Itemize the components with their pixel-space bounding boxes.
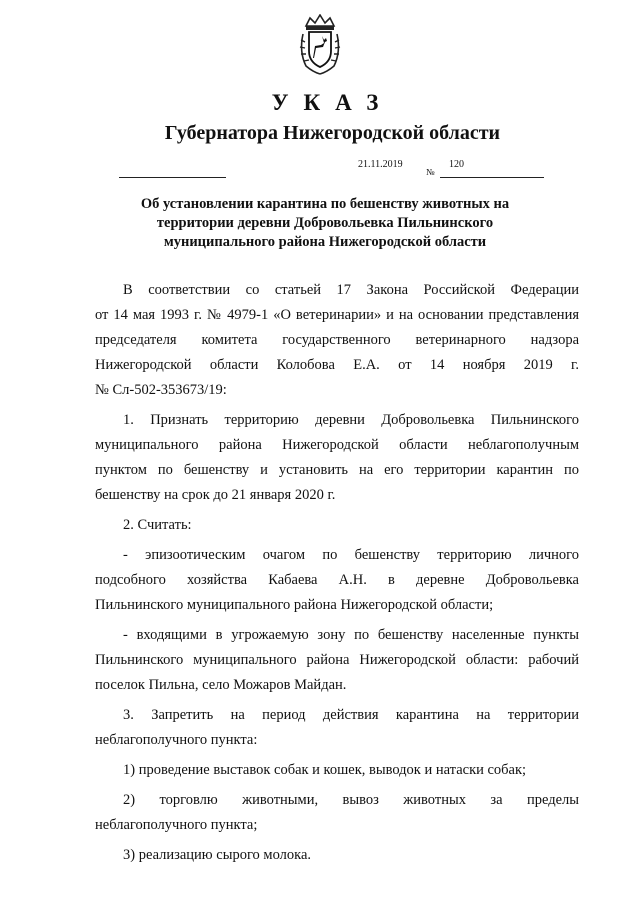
document-title-line: Об установлении карантина по бешенству животных на	[140, 196, 510, 212]
text-line: подсобного хозяйства Кабаева А.Н. в деревне Добровольевка	[95, 572, 579, 588]
clause-3	[95, 703, 579, 753]
clause-2-item-zone	[95, 623, 579, 698]
clause-2-item-focus	[95, 543, 579, 618]
number-sign: №	[426, 167, 435, 177]
clause-3-item-1	[95, 758, 579, 783]
text-line: пунктом по бешенству и установить на его территории карантин по	[95, 462, 579, 478]
text-line: 3. Запретить на период действия карантина на территории	[123, 707, 579, 723]
text-line: от 14 мая 1993 г. № 4979-1 «О ветеринарии» и на основании представления	[95, 307, 579, 323]
text-line: В соответствии со статьей 17 Закона Российской Федерации	[123, 282, 579, 298]
clause-2	[95, 513, 579, 538]
text-line: председателя комитета государственного ветеринарного надзора	[95, 332, 579, 348]
text-line: бешенству на срок до 21 января 2020 г.	[95, 487, 336, 503]
text-line: № Сл-502-353673/19:	[95, 382, 227, 398]
clause-3-item-2	[95, 788, 579, 838]
clause-1	[95, 408, 579, 508]
decree-heading: УКАЗ	[271, 90, 394, 115]
text-line: 2) торговлю животными, вывоз животных за пределы	[123, 792, 579, 808]
text-line: 1. Признать территорию деревни Добровольевка Пильнинского	[123, 412, 579, 428]
document-body	[95, 278, 579, 873]
number-underline	[440, 177, 544, 178]
document-title-line: муниципального района Нижегородской области	[163, 234, 487, 250]
text-line: Нижегородской области Колобова Е.А. от 14 ноября 2019 г.	[95, 357, 579, 373]
text-line: неблагополучного пункта;	[95, 817, 258, 833]
text-line: - эпизоотическим очагом по бешенству территорию личного	[123, 547, 579, 563]
clause-3-item-3	[95, 843, 579, 868]
text-line: 2. Считать:	[123, 517, 192, 533]
issuer-title: Губернатора Нижегородской области	[164, 122, 501, 144]
coat-of-arms-icon	[298, 14, 342, 76]
decree-number: 120	[449, 159, 464, 170]
text-line: - входящими в угрожаемую зону по бешенству населенные пункты	[123, 627, 579, 643]
left-signature-line	[119, 177, 226, 178]
preamble-paragraph	[95, 278, 579, 403]
text-line: неблагополучного пункта:	[95, 732, 258, 748]
document-title-line: территории деревни Добровольевка Пильнинского	[156, 215, 494, 231]
decree-date: 21.11.2019	[358, 159, 403, 170]
text-line: Пильнинского муниципального района Нижегородской области;	[95, 597, 494, 613]
text-line: 3) реализацию сырого молока.	[123, 847, 312, 863]
text-line: муниципального района Нижегородской области неблагополучным	[95, 437, 579, 453]
text-line: 1) проведение выставок собак и кошек, выводок и натаски собак;	[123, 762, 527, 778]
text-line: Пильнинского муниципального района Нижегородской области: рабочий	[95, 652, 579, 668]
text-line: поселок Пильна, село Можаров Майдан.	[95, 677, 347, 693]
document-title	[80, 195, 570, 252]
